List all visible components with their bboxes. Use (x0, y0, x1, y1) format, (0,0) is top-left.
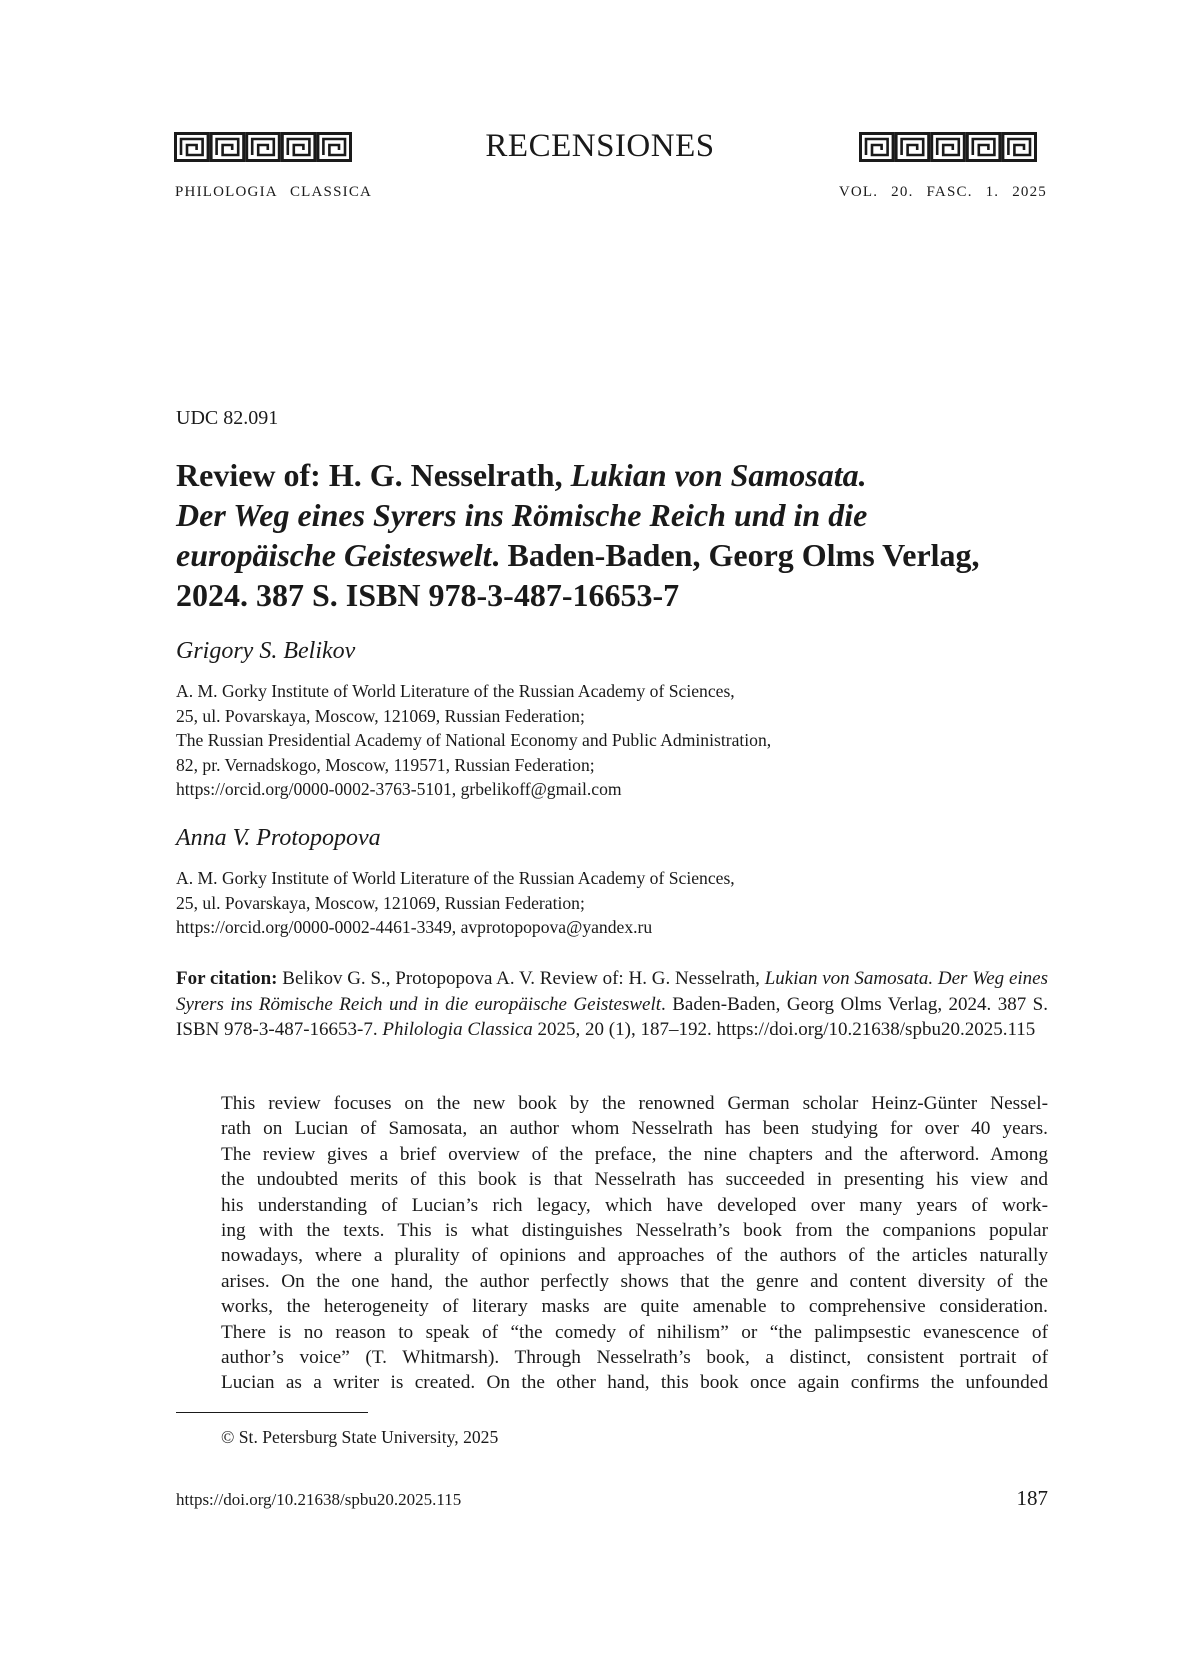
affiliation-line: A. M. Gorky Institute of World Literature of the Russian Academy of Sciences, (176, 868, 735, 888)
section-title: RECENSIONES (485, 128, 715, 164)
abstract-line: This review focuses on the new book by the renowned German scholar Heinz-Günter Nessel- (221, 1093, 1048, 1114)
issue-info: VOL. 20. FASC. 1. 2025 (838, 184, 1047, 200)
title-tail-3: . Baden-Baden, Georg Olms Verlag, (491, 537, 980, 573)
article-title (176, 455, 1056, 615)
abstract-line: arises. On the one hand, the author perfectly shows that the genre and content diversity of the (221, 1270, 1048, 1292)
abstract-line: There is no reason to speak of “the comedy of nihilism” or “the palimpsestic evanescence of (221, 1321, 1048, 1343)
abstract-line: Lucian as a writer is created. On the other hand, this book once again confirms the unfounded (221, 1372, 1048, 1394)
abstract-line: the undoubted merits of this book is that Nesselrath has succeeded in presenting his view and (221, 1169, 1048, 1191)
author-name: Grigory S. Belikov (176, 638, 356, 664)
author-affiliation (176, 866, 735, 940)
citation-journal: Philologia Classica (382, 1019, 533, 1040)
author-name: Anna V. Protopopova (176, 825, 381, 851)
title-lead: Review of: H. G. Nesselrath, (176, 457, 571, 493)
affiliation-line: 82, pr. Vernadskogo, Moscow, 119571, Russian Federation; (176, 754, 595, 775)
title-line-3 (176, 535, 1056, 575)
title-line-2 (176, 495, 1056, 535)
title-italic-2: Der Weg eines Syrers ins Römische Reich und in die (176, 497, 868, 533)
abstract-line: his understanding of Lucian’s rich legacy, which have developed over many years of work- (221, 1194, 1048, 1216)
abstract-line: rath on Lucian of Samosata, an author whom Nesselrath has been studying for over 40 years. (221, 1118, 1048, 1140)
affiliation-line: 25, ul. Povarskaya, Moscow, 121069, Russian Federation; (176, 892, 585, 913)
title-italic-3: europäische Geisteswelt (176, 537, 492, 573)
footer-doi-link[interactable]: https://doi.org/10.21638/spbu20.2025.115 (176, 1490, 462, 1509)
affiliation-line: https://orcid.org/0000-0002-4461-3349, avprotopopova@yandex.ru (176, 917, 653, 937)
affiliation-line: The Russian Presidential Academy of National Economy and Public Administration, (176, 730, 772, 750)
page-number: 187 (1016, 1486, 1048, 1510)
title-italic-1: Lukian von Samosata. (570, 457, 867, 493)
citation-text: 2025, 20 (1), 187–192. https://doi.org/10.21638/spbu20.2025.115 (532, 1019, 1036, 1040)
abstract-line: works, the heterogeneity of literary masks are quite amenable to comprehensive consideration. (221, 1296, 1048, 1318)
citation-text: . Baden-Baden, Georg Olms Verlag, 2024. 387 S. ISBN 978-3-487-16653-7. (176, 993, 1048, 1040)
title-line-1 (176, 455, 1056, 495)
title-line-4: 2024. 387 S. ISBN 978-3-487-16653-7 (176, 577, 680, 613)
copyright-note: © St. Petersburg State University, 2025 (221, 1427, 499, 1447)
affiliation-line: A. M. Gorky Institute of World Literature of the Russian Academy of Sciences, (176, 681, 735, 701)
abstract-line: nowadays, where a plurality of opinions and approaches of the authors of the articles naturally (221, 1245, 1048, 1267)
citation-label: For citation: (176, 968, 278, 989)
affiliation-line: 25, ul. Povarskaya, Moscow, 121069, Russian Federation; (176, 705, 585, 726)
footnote-divider (176, 1412, 368, 1413)
citation-book-title: Lukian von Samosata. Der Weg eines Syrers ins Römische Reich und in die europäische Geisteswelt (176, 968, 1048, 1015)
abstract-line: ing with the texts. This is what distinguishes Nesselrath’s book from the companions popular (221, 1220, 1048, 1242)
citation-block (176, 966, 1048, 1043)
udc-code: UDC 82.091 (176, 407, 279, 429)
citation-text: Belikov G. S., Protopopova A. V. Review of: H. G. Nesselrath, (277, 968, 765, 989)
journal-name: PHILOLOGIA CLASSICA (175, 184, 373, 200)
abstract-line: The review gives a brief overview of the preface, the nine chapters and the afterword. Among (221, 1143, 1048, 1165)
affiliation-line: https://orcid.org/0000-0002-3763-5101, grbelikoff@gmail.com (176, 779, 622, 799)
abstract-line: author’s voice” (T. Whitmarsh). Through Nesselrath’s book, a distinct, consistent portrait of (221, 1347, 1048, 1369)
author-affiliation (176, 679, 771, 802)
abstract (221, 1091, 1048, 1396)
